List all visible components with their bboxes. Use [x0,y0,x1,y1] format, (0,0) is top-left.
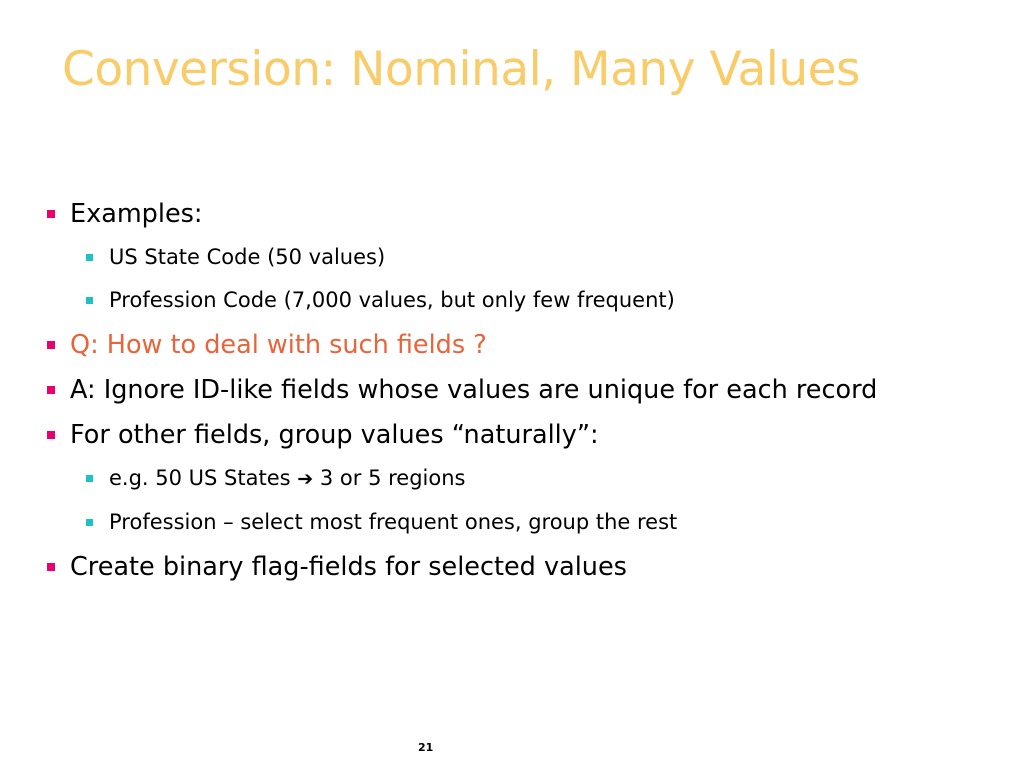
bullet-group-values [44,419,974,451]
bullet-text: A: Ignore ID-like fields whose values are unique for each record [70,375,878,405]
slide-title: Conversion: Nominal, Many Values [62,42,861,97]
square-bullet-icon [47,386,55,394]
square-bullet-icon [86,519,93,526]
right-arrow-icon: ➔ [297,468,314,490]
sub-bullet-text: Profession – select most frequent ones, group the rest [109,510,678,534]
sub-bullet-us-states [44,464,974,493]
square-bullet-icon [86,254,93,261]
bullet-text: Create binary flag-fields for selected values [70,552,627,582]
square-bullet-icon [47,341,55,349]
sub-bullet-profession-code [44,286,974,314]
bullet-question [44,329,974,361]
bullet-answer [44,374,974,406]
sub-bullet-text-before: e.g. 50 US States [109,466,291,490]
sub-bullet-text: US State Code (50 values) [109,245,386,269]
sub-bullet-profession [44,508,974,536]
square-bullet-icon [86,297,93,304]
square-bullet-icon [47,210,55,218]
slide-body [44,198,974,596]
square-bullet-icon [47,431,55,439]
bullet-text: Examples: [70,199,203,229]
page-number: 21 [418,741,434,754]
bullet-text-highlight: Q: How to deal with such fields ? [70,330,487,360]
bullet-text: For other fields, group values “naturally”: [70,420,599,450]
bullet-binary-flags [44,551,974,583]
bullet-examples [44,198,974,230]
square-bullet-icon [86,475,93,482]
sub-bullet-state-code [44,243,974,271]
sub-bullet-text-after: 3 or 5 regions [319,466,466,490]
square-bullet-icon [47,563,55,571]
sub-bullet-text: Profession Code (7,000 values, but only few frequent) [109,288,675,312]
